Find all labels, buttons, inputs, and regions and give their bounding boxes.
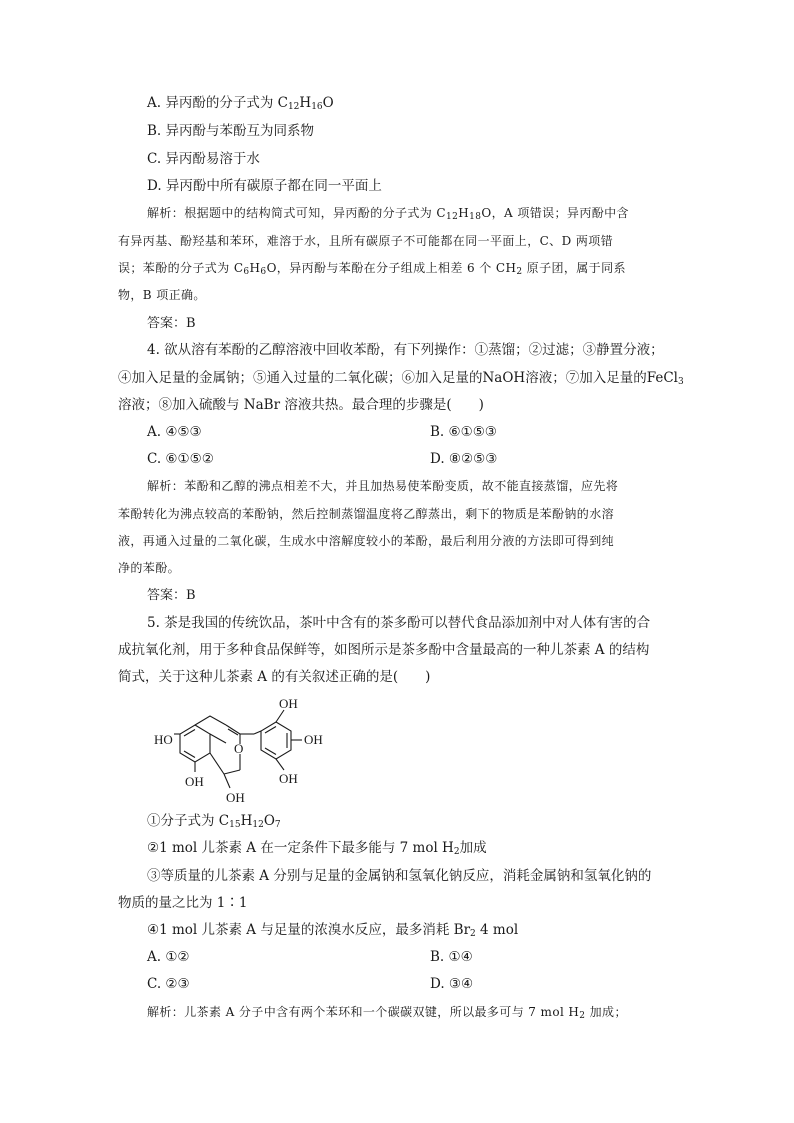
q5-stem-line-3: 简式，关于这种儿茶素 A 的有关叙述正确的是( ) <box>118 669 431 685</box>
q4-option-d: D. ⑧②⑤③ <box>430 451 498 467</box>
q3-explanation-line-3: 误；苯酚的分子式为 $C_6H_6O$，异丙酚与苯酚在分子组成上相差 6 个 $CH_2$ 原子团，属于同系 <box>118 261 626 277</box>
q4-option-a: A. ④⑤③ <box>147 424 202 440</box>
q3-option-c: C. 异丙酚易溶于水 <box>147 151 260 167</box>
q5-stem-line-2: 成抗氧化剂，用于多种食品保鲜等，如图所示是茶多酚中含量最高的一种儿茶素 A 的结构 <box>118 642 650 658</box>
q3-explanation-line-2: 有异丙基、酚羟基和苯环，难溶于水，且所有碳原子不可能都在同一平面上，C、D 两项错 <box>118 234 614 248</box>
structure-label-oh-4: OH <box>304 732 323 747</box>
structure-label-oh-2: OH <box>226 790 245 805</box>
q5-statement-1: ①分子式为 $C_{15}H_{12}O_7$ <box>147 813 281 830</box>
q5-option-a: A. ①② <box>147 949 190 965</box>
q3-explanation-line-4: 物，B 项正确。 <box>118 288 206 302</box>
q4-option-c: C. ⑥①⑤② <box>147 451 214 467</box>
structure-label-ring-o: O <box>234 741 244 756</box>
q4-explanation-line-3: 液，再通入过量的二氧化碳，生成水中溶解度较小的苯酚，最后利用分液的方法即可得到纯 <box>118 534 615 548</box>
q4-stem-line-3: 溶液；⑧加入硫酸与 NaBr 溶液共热。最合理的步骤是( ) <box>118 397 484 413</box>
q5-stem-line-1: 5. 茶是我国的传统饮品，茶叶中含有的茶多酚可以替代食品添加剂中对人体有害的合 <box>147 615 651 631</box>
structure-label-oh-5: OH <box>279 771 298 786</box>
q3-answer: 答案：B <box>147 316 196 331</box>
structure-label-oh-1: OH <box>185 774 204 789</box>
q5-option-c: C. ②③ <box>147 976 190 992</box>
q5-explanation-line-1: 解析：儿茶素 A 分子中含有两个苯环和一个碳碳双键，所以最多可与 7 mol $H_2$ 加成； <box>147 1005 627 1021</box>
q5-option-b: B. ①④ <box>430 949 473 965</box>
q3-explanation-line-1: 解析：根据题中的结构简式可知，异丙酚的分子式为 $C_{12}H_{18}O$，A 项错误；异丙酚中含 <box>147 206 629 222</box>
q3-option-d: D. 异丙酚中所有碳原子都在同一平面上 <box>147 178 382 194</box>
q5-option-d: D. ③④ <box>430 976 474 992</box>
q4-option-b: B. ⑥①⑤③ <box>430 424 497 440</box>
q5-statement-2: ②1 mol 儿茶素 A 在一定条件下最多能与 7 mol $H_2$加成 <box>147 840 487 857</box>
q3-option-b: B. 异丙酚与苯酚互为同系物 <box>147 123 315 139</box>
q4-answer: 答案：B <box>147 588 196 603</box>
q4-stem-line-1: 4. 欲从溶有苯酚的乙醇溶液中回收苯酚，有下列操作：①蒸馏；②过滤；③静置分液； <box>147 342 664 358</box>
q3-option-a: A. 异丙酚的分子式为 $C_{12}H_{16}O$ <box>147 95 334 112</box>
structure-label-ho: HO <box>154 732 173 747</box>
q5-statement-3-line-1: ③等质量的儿茶素 A 分别与足量的金属钠和氢氧化钠反应，消耗金属钠和氢氧化钠的 <box>147 868 652 884</box>
q4-explanation-line-4: 净的苯酚。 <box>118 561 181 575</box>
structure-label-oh-3: OH <box>279 696 298 711</box>
q4-stem-line-2: ④加入足量的金属钠；⑤通入过量的二氧化碳；⑥加入足量的NaOH溶液；⑦加入足量的FeCl$_3$ <box>118 370 684 387</box>
q5-statement-3-line-2: 物质的量之比为 1∶1 <box>118 895 248 911</box>
q4-explanation-line-2: 苯酚转化为沸点较高的苯酚钠，然后控制蒸馏温度将乙醇蒸出，剩下的物质是苯酚钠的水溶 <box>118 507 615 521</box>
q4-explanation-line-1: 解析：苯酚和乙醇的沸点相差不大，并且加热易使苯酚变质，故不能直接蒸馏，应先将 <box>147 479 619 493</box>
catechin-structure-diagram <box>150 692 350 812</box>
q5-statement-4: ④1 mol 儿茶素 A 与足量的浓溴水反应，最多消耗 $Br_2$ 4 mol <box>147 922 519 939</box>
